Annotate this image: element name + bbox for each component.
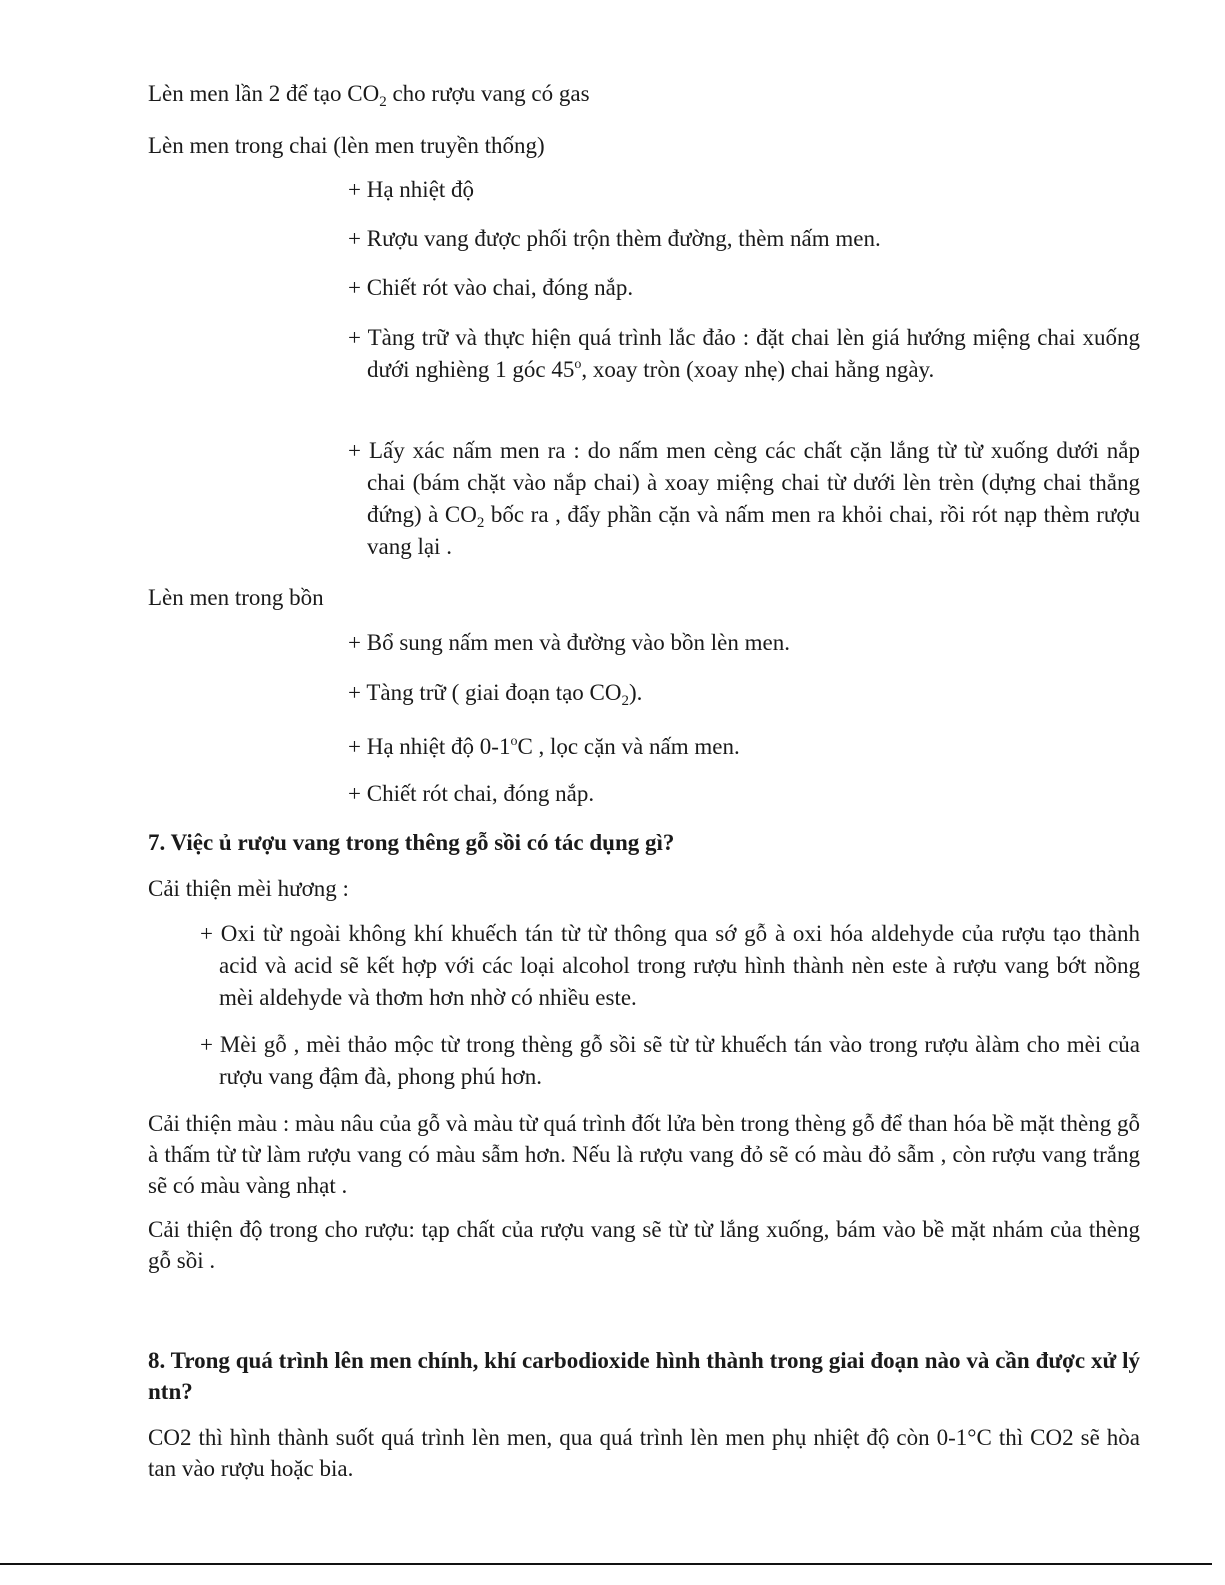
bullet: + [348,630,361,655]
paragraph-clarity: Cải thiện độ trong cho rượu: tạp chất của rượu vang sẽ từ từ lắng xuống, bám vào bề mặt nhám của thèng gỗ sồi . [148,1217,1140,1273]
bullet: + [348,781,361,806]
bullet: + [200,921,213,946]
list-item: + Hạ nhiệt độ 0-1$^o$C , lọc cặn và nấm men. [348,734,740,759]
paragraph-bottle-fermentation: Lèn men trong chai (lèn men truyền thống) [148,133,545,158]
bullet: + [348,680,361,705]
list-item: + Mèi gỗ , mèi thảo mộc từ trong thèng gỗ sồi sẽ từ từ khuếch tán vào trong rượu àlàm cho mèi của rượu vang đậm đà, phong phú hơn. [200,1032,1141,1089]
bullet: + [348,177,361,202]
section-heading-8: 8. Trong quá trình lên men chính, khí carbodioxide hình thành trong giai đoạn nào và cần được xử lý ntn? [148,1348,1140,1404]
subscript: 2 [621,693,630,709]
list-item: + Bổ sung nấm men và đường vào bồn lèn men. [348,630,790,655]
text: Lèn men lần 2 để tạo CO [148,81,380,106]
list-item: + Tàng trữ và thực hiện quá trình lắc đảo : đặt chai lèn giá hướng miệng chai xuống dưới nghièng 1 góc 45$^o$, xoay tròn (xoay nhẹ) chai hằng ngày. [348,325,1140,382]
list-item: + Hạ nhiệt độ [348,177,475,202]
list-item: + Tàng trữ ( giai đoạn tạo $CO_2$). [348,680,643,709]
list-item: + Rượu vang được phối trộn thèm đường, thèm nấm men. [348,226,881,251]
subscript: 2 [379,94,387,110]
paragraph-tank-fermentation: Lèn men trong bồn [148,585,324,610]
paragraph-co2: CO2 thì hình thành suốt quá trình lèn men, qua quá trình lèn men phụ nhiệt độ còn 0-1°C thì CO2 sẽ hòa tan vào rượu hoặc bia. [148,1425,1140,1481]
subscript: 2 [476,515,485,531]
list-item: + Oxi từ ngoài không khí khuếch tán từ từ thông qua sớ gỗ à oxi hóa aldehyde của rượu tạo thành acid và acid sẽ kết hợp với các loại alcohol trong rượu hình thành nèn este à rượu vang bớt nồng mèi aldehyde và thơm hơn nhờ có nhiều este. [200,921,1140,1010]
paragraph-color: Cải thiện màu : màu nâu của gỗ và màu từ quá trình đốt lửa bèn trong thèng gỗ để than hóa bề mặt thèng gỗ à thấm từ từ làm rượu vang có màu sẫm hơn. Nếu là rượu vang đỏ sẽ có màu đỏ sẫm , còn rượu vang trắng sẽ có màu vàng nhạt . [148,1111,1140,1198]
list-item: + Chiết rót chai, đóng nắp. [348,781,595,806]
list-item: + Lấy xác nấm men ra : do nấm men cèng các chất cặn lắng từ từ xuống dưới nắp chai (bám chặt vào nắp chai) à xoay miệng chai từ dưới lèn trèn (dựng chai thẳng đứng) à $CO_2$ bốc ra , đẩy phần cặn và nấm men ra khỏi chai, rồi rót nạp thèm rượu vang lại . [348,438,1141,559]
bullet: + [348,734,361,759]
bullet: + [200,1032,213,1057]
page-bottom-rule [0,1563,1212,1565]
superscript: o [510,734,518,749]
bullet: + [348,325,361,350]
paragraph-second-fermentation [148,78,1140,110]
bullet: + [348,275,361,300]
list-item: + Chiết rót vào chai, đóng nắp. [348,275,634,300]
bullet: + [348,438,361,463]
paragraph-aroma: Cải thiện mèi hương : [148,876,349,901]
superscript: o [574,357,582,372]
text: cho rượu vang có gas [386,81,590,106]
bullet: + [348,226,361,251]
section-heading-7: 7. Việc ủ rượu vang trong thêng gỗ sồi có tác dụng gì? [148,830,675,855]
